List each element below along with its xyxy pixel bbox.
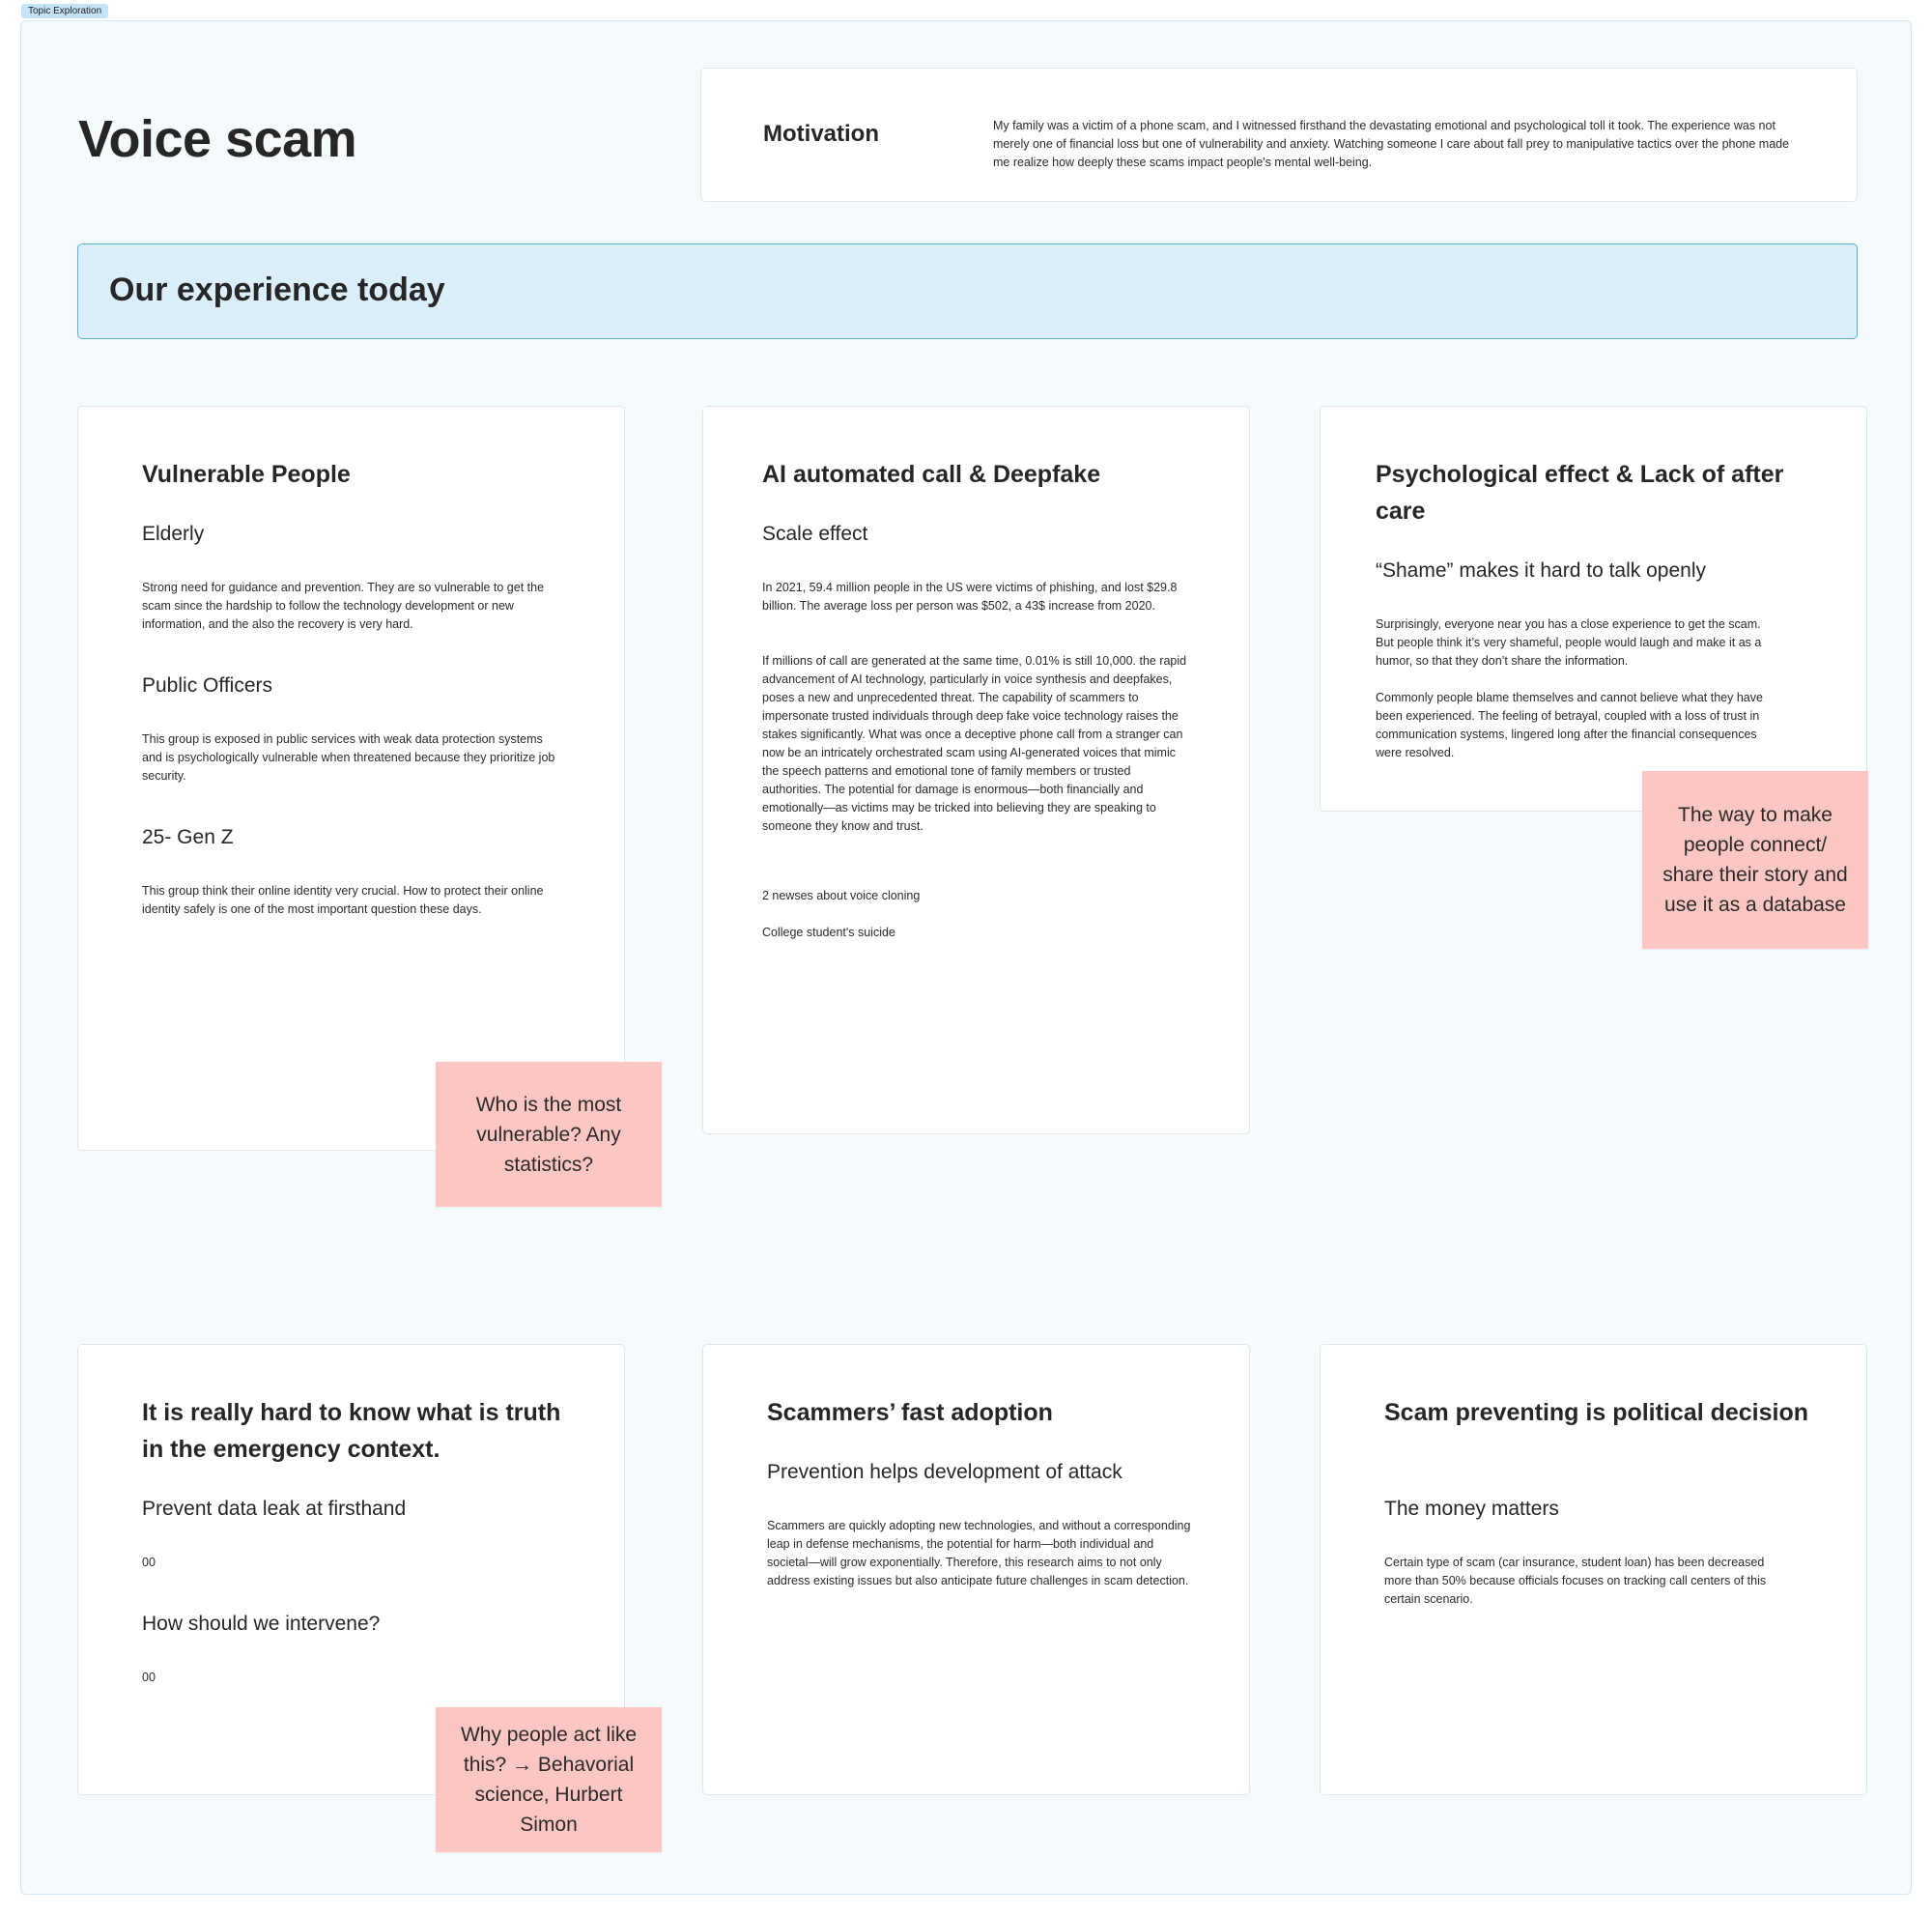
card-title: Scammers’ fast adoption (767, 1399, 1053, 1426)
card-text-self-blame: Commonly people blame themselves and cannot believe what they have been experienced. The feeling of betrayal, coupled with a loss of trust in communication systems, lingered long after the financial consequences were resolved. (1376, 691, 1763, 759)
card-title: AI automated call & Deepfake (762, 461, 1101, 488)
motivation-label: Motivation (763, 121, 879, 147)
sticky-note-vulnerable[interactable]: Who is the most vulnerable? Any statistics? (436, 1062, 662, 1207)
card-subtitle-data-leak: Prevent data leak at firsthand (142, 1498, 407, 1520)
card-subtitle-elderly: Elderly (142, 523, 205, 545)
card-title: Psychological effect & Lack of after care (1376, 461, 1784, 525)
card-subtitle-public-officers: Public Officers (142, 674, 272, 697)
motivation-text: My family was a victim of a phone scam, and I witnessed firsthand the devastating emotional and psychological toll it took. The experience was not merely one of financial loss but one of vulnerability and anxiety. Watching someone I care about fall prey to manipulative tactics over the phone made me realize how deeply these scams impact people's mental well-being. (993, 119, 1790, 169)
card-text-statistics: In 2021, 59.4 million people in the US were victims of phishing, and lost $29.8 billion. The average loss per person was $502, a 43$ increase from 2020. (762, 581, 1178, 613)
card-title: It is really hard to know what is truth in the emergency context. (142, 1399, 561, 1463)
card-title: Vulnerable People (142, 461, 351, 488)
card-vulnerable-people[interactable] (77, 406, 625, 1151)
card-subtitle-prevention: Prevention helps development of attack (767, 1461, 1122, 1483)
card-subtitle-gen-z: 25- Gen Z (142, 826, 234, 848)
card-text-shame: Surprisingly, everyone near you has a close experience to get the scam. But people think it’s very shameful, people would laugh and make it as a humor, so that they don’t share the information. (1376, 617, 1762, 668)
news-link-student-suicide[interactable]: College student's suicide (762, 926, 895, 939)
card-subtitle-shame: “Shame” makes it hard to talk openly (1376, 559, 1706, 582)
card-political-decision[interactable] (1320, 1344, 1867, 1795)
card-text-money: Certain type of scam (car insurance, student loan) has been decreased more than 50% because officials focuses on tracking call centers of this certain scenario. (1384, 1556, 1767, 1606)
section-title: Our experience today (109, 272, 445, 308)
sticky-note-behavioral[interactable]: Why people act like this? → Behavorial science, Hurbert Simon (436, 1707, 662, 1852)
motivation-card[interactable] (700, 68, 1858, 202)
card-subtitle-money: The money matters (1384, 1498, 1559, 1520)
card-text-data-leak: 00 (142, 1556, 156, 1569)
card-text-gen-z: This group think their online identity very crucial. How to protect their online identity safely is one of the most important question these days. (142, 884, 544, 916)
card-text-deepfake-threat: If millions of call are generated at the same time, 0.01% is still 10,000. the rapid advancement of AI technology, particularly in voice synthesis and deepfakes, poses a new and unprecedented threat. The capability of scammers to impersonate trusted individuals through deep fake voice technology raises the stakes significantly. What was once a deceptive phone call from a stranger can now be an intricately orchestrated scam using AI-generated voices that mimic the speech patterns and emotional tone of family members or trusted authorities. The potential for damage is enormous—both financially and emotionally—as victims may be tricked into believing they are speaking to someone they know and trust. (762, 654, 1187, 833)
news-link-voice-cloning[interactable]: 2 newses about voice cloning (762, 889, 921, 902)
page-title: Voice scam (78, 110, 357, 168)
frame-label[interactable]: Topic Exploration (21, 4, 108, 18)
card-ai-deepfake[interactable] (702, 406, 1250, 1134)
card-psychological-effect[interactable] (1320, 406, 1867, 812)
card-text-adoption: Scammers are quickly adopting new technologies, and without a corresponding leap in defense mechanisms, the potential for harm—both individual and societal—will grow exponentially. Therefore, this research aims to not only address existing issues but also anticipate future challenges in scam detection. (767, 1519, 1191, 1587)
card-text-public-officers: This group is exposed in public services with weak data protection systems and is psychologically vulnerable when threatened because they prioritize job security. (142, 732, 555, 783)
card-text-intervene: 00 (142, 1671, 156, 1684)
sticky-note-connect[interactable]: The way to make people connect/ share their story and use it as a database (1642, 771, 1868, 949)
card-title: Scam preventing is political decision (1384, 1399, 1809, 1426)
card-subtitle-intervene: How should we intervene? (142, 1613, 381, 1635)
card-scammers-adoption[interactable] (702, 1344, 1250, 1795)
section-banner[interactable] (77, 243, 1858, 339)
card-subtitle-scale-effect: Scale effect (762, 523, 868, 545)
card-text-elderly: Strong need for guidance and prevention. They are so vulnerable to get the scam since the hardship to follow the technology development or new information, and the also the recovery is very hard. (142, 581, 545, 631)
